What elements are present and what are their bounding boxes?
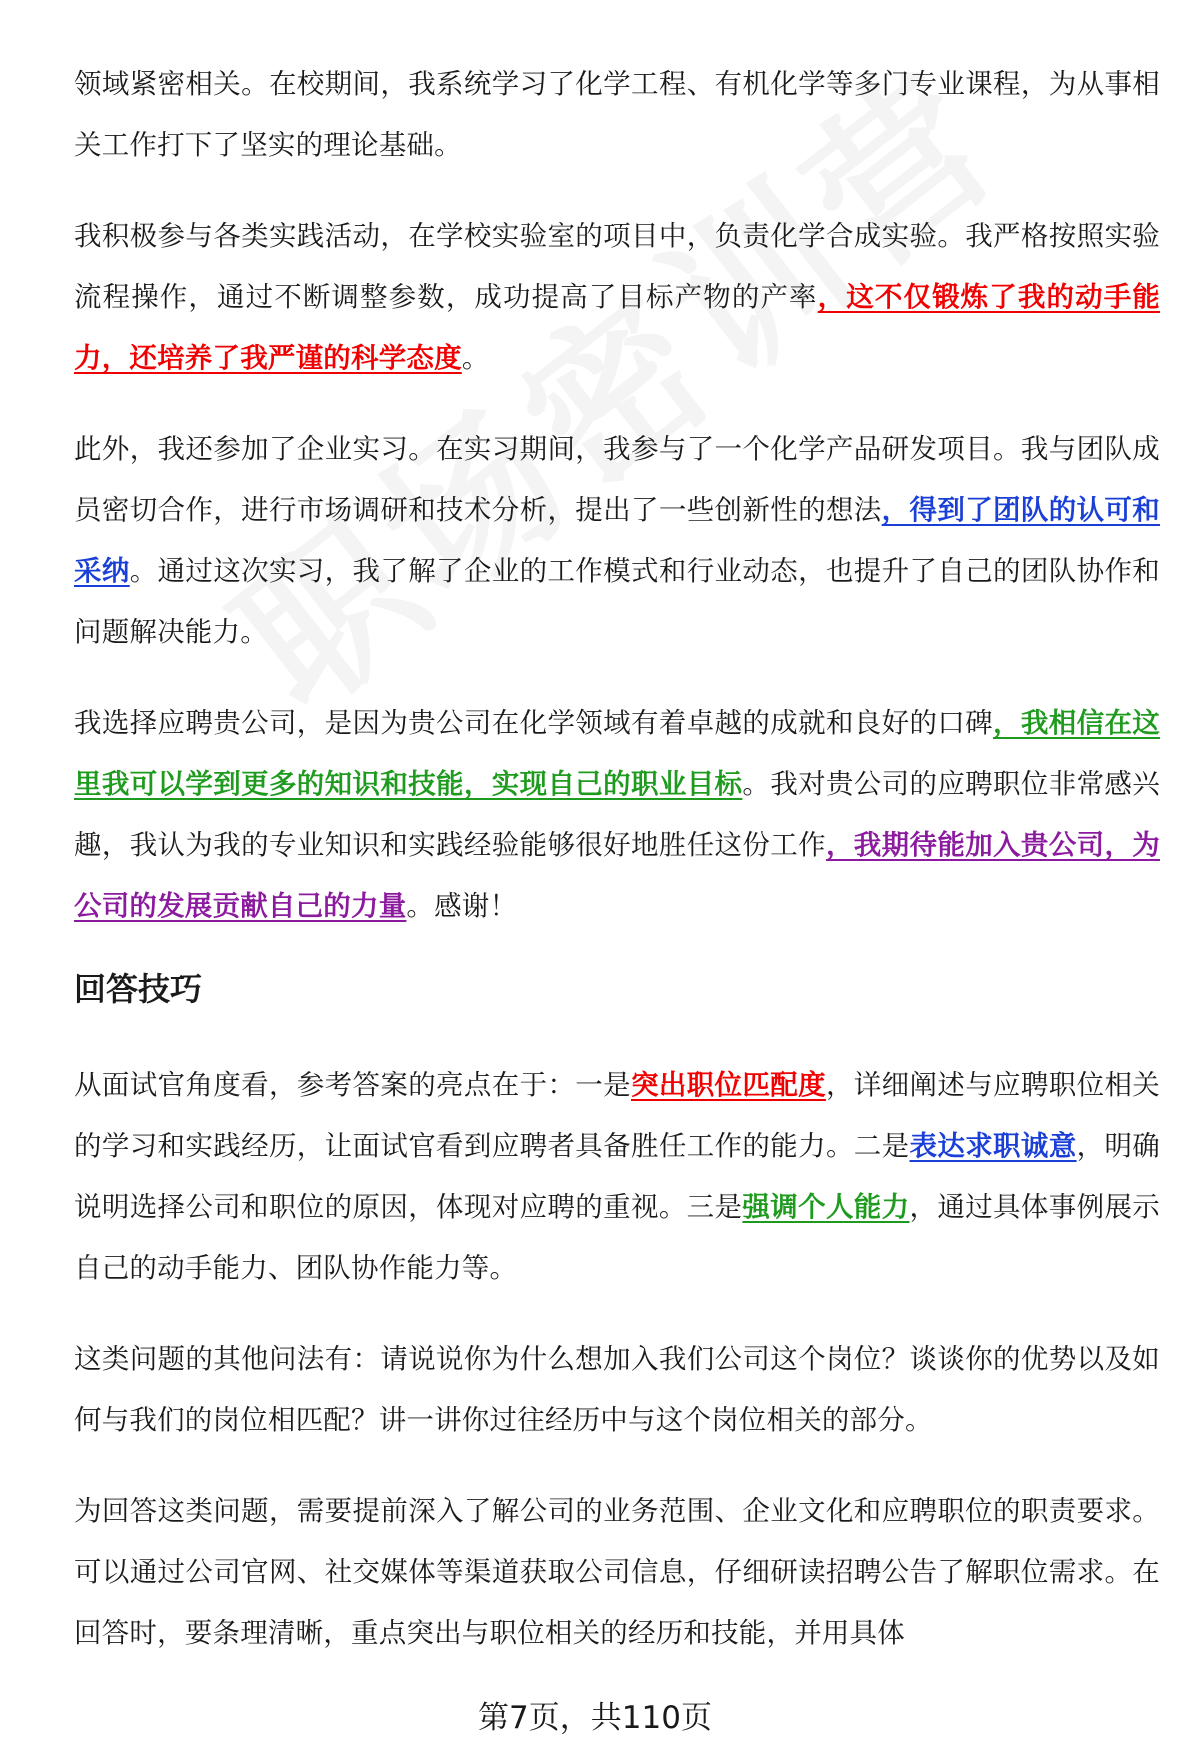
highlight-blue: ，得到了团队的认可和采纳 <box>74 494 1160 587</box>
paragraph-3 <box>74 419 1160 663</box>
page-footer: 第7页，共110页 <box>478 1700 712 1736</box>
paragraph-text: 领域紧密相关。在校期间，我系统学习了化学工程、有机化学等多门专业课程，为从事相关工作打下了坚实的理论基础。 <box>74 68 1160 161</box>
paragraph-4 <box>74 693 1160 937</box>
paragraph-text: 为回答这类问题，需要提前深入了解公司的业务范围、企业文化和应聘职位的职责要求。可以通过公司官网、社交媒体等渠道获取公司信息，仔细研读招聘公告了解职位需求。在回答时，要条理清晰，重点突出与职位相关的经历和技能，并用具体 <box>74 1495 1160 1649</box>
paragraph-text: ，通过具体事例展示自己的动手能力、团队协作能力等。 <box>74 1191 1160 1284</box>
highlight-blue: 表达求职诚意 <box>909 1130 1077 1162</box>
paragraph-text: 我选择应聘贵公司，是因为贵公司在化学领域有着卓越的成就和良好的口碑 <box>74 707 994 739</box>
highlight-green: ，我相信在这里我可以学到更多的知识和技能，实现自己的职业目标 <box>74 707 1160 800</box>
paragraph-text: 。 <box>461 342 490 374</box>
document-page <box>74 54 1160 1694</box>
paragraph-text: 此外，我还参加了企业实习。在实习期间，我参与了一个化学产品研发项目。我与团队成员密切合作，进行市场调研和技术分析，提出了一些创新性的想法 <box>74 433 1160 526</box>
paragraph-7 <box>74 1481 1160 1664</box>
paragraph-text: 从面试官角度看，参考答案的亮点在于：一是 <box>74 1069 631 1101</box>
paragraph-2 <box>74 206 1160 389</box>
paragraph-text: 。感谢！ <box>406 890 518 922</box>
highlight-red: ，这不仅锻炼了我的动手能力，还培养了我严谨的科学态度 <box>74 281 1160 374</box>
paragraph-text: ，明确说明选择公司和职位的原因，体现对应聘的重视。三是 <box>74 1130 1161 1223</box>
paragraph-text: 这类问题的其他问法有：请说说你为什么想加入我们公司这个岗位？谈谈你的优势以及如何与我们的岗位相匹配？讲一讲你过往经历中与这个岗位相关的部分。 <box>74 1343 1160 1436</box>
section-heading: 回答技巧 <box>74 970 203 1008</box>
paragraph-6 <box>74 1329 1160 1451</box>
highlight-purple: ，我期待能加入贵公司，为公司的发展贡献自己的力量 <box>74 829 1160 922</box>
paragraph-text: 。我对贵公司的应聘职位非常感兴趣，我认为我的专业知识和实践经验能够很好地胜任这份工作 <box>74 768 1160 861</box>
highlight-red: 突出职位匹配度 <box>631 1069 826 1101</box>
paragraph-5 <box>74 1055 1160 1299</box>
highlight-green: 强调个人能力 <box>742 1191 910 1223</box>
paragraph-text: 我积极参与各类实践活动，在学校实验室的项目中，负责化学合成实验。我严格按照实验流程操作，通过不断调整参数，成功提高了目标产物的产率 <box>74 220 1160 313</box>
paragraph-1 <box>74 54 1160 176</box>
paragraph-text: 。通过这次实习，我了解了企业的工作模式和行业动态，也提升了自己的团队协作和问题解决能力。 <box>74 555 1160 648</box>
paragraph-text: ，详细阐述与应聘职位相关的学习和实践经历，让面试官看到应聘者具备胜任工作的能力。二是 <box>74 1069 1160 1162</box>
